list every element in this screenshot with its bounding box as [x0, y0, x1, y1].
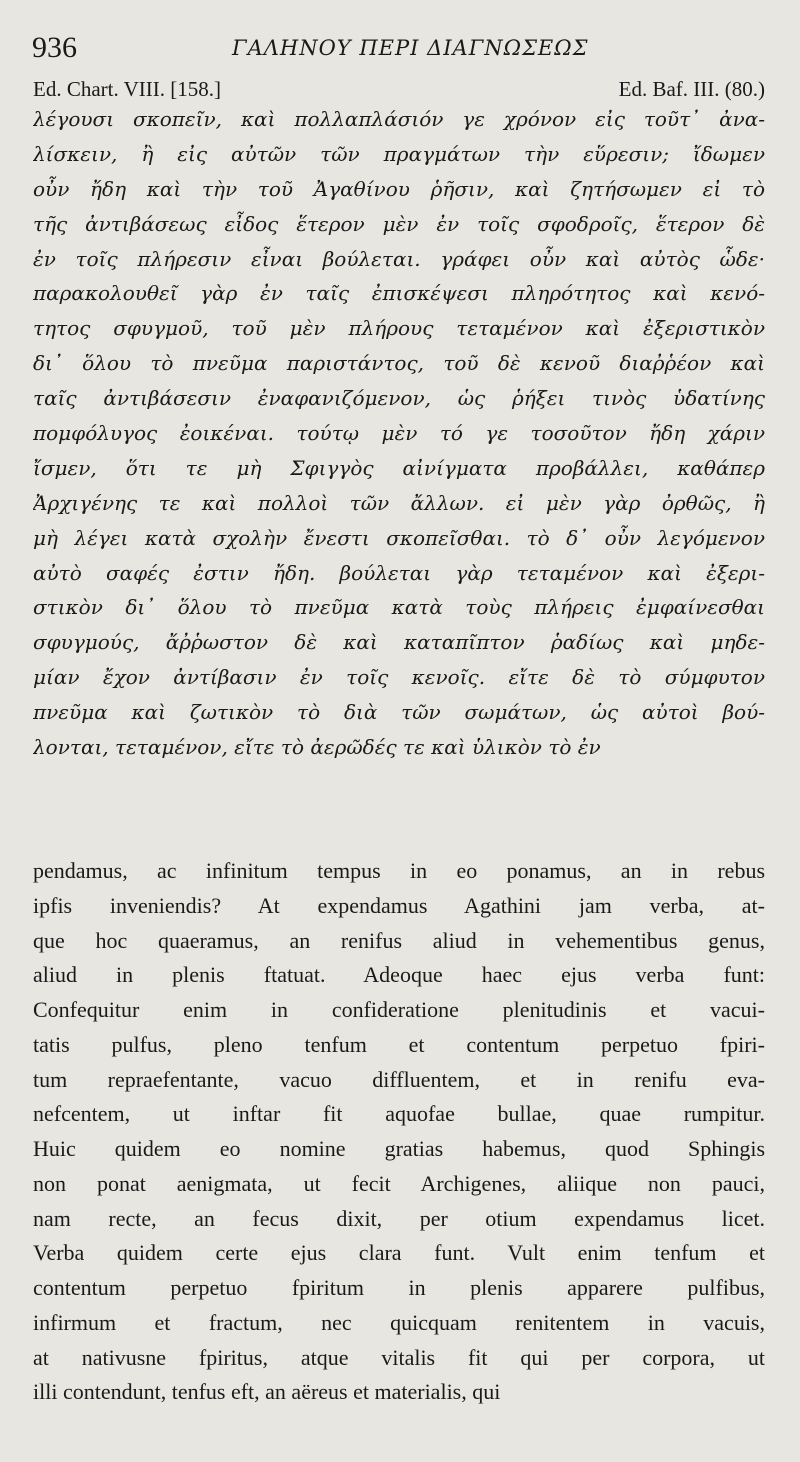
latin-text-line: aliud in plenis ftatuat. Adeoque haec ejus verba funt:	[33, 962, 765, 988]
latin-text-line: Huic quidem eo nomine gratias habemus, quod Sphingis	[33, 1136, 765, 1161]
latin-text-line: tum repraefentante, vacuo diffluentem, et in renifu eva-	[33, 1066, 765, 1092]
greek-text-line: ἐν τοῖς πλήρεσιν εἶναι βούλεται. γράφει οὖν καὶ αὐτὸς ὧδε·	[33, 246, 765, 271]
running-title: ΓΑΛΗΝΟΥ ΠΕΡΙ ΔΙΑΓΝΩΣΕΩΣ	[232, 36, 589, 60]
greek-text-line: σφυγμούς, ἄῤῥωστον δὲ καὶ καταπῖπτον ῥαδίως καὶ μηδε-	[33, 630, 765, 655]
latin-text-line: nam recte, an fecus dixit, per otium expendamus licet.	[33, 1205, 765, 1231]
latin-text-line: contentum perpetuo fpiritum in plenis apparere pulfibus,	[33, 1275, 765, 1300]
latin-text-line: illi contendunt, tenfus eft, an aëreus et materialis, qui	[33, 1379, 501, 1405]
latin-text-block	[33, 854, 765, 1410]
greek-text-line: ταῖς ἀντιβάσεσιν ἐναφανιζόμενον, ὡς ῥήξει τινὸς ὑδατίνης	[33, 386, 765, 411]
greek-text-line: λέγουσι σκοπεῖν, καὶ πολλαπλάσιόν γε χρόνον εἰς τοῦτ᾽ ἀνα-	[33, 107, 765, 131]
edition-chartier-ref: Ed. Chart. VIII. [158.]	[33, 77, 221, 101]
greek-text-line: οὖν ἤδη καὶ τὴν τοῦ Ἀγαθίνου ῥῆσιν, καὶ ζητήσωμεν εἰ τὸ	[33, 176, 765, 201]
edition-basel-ref: Ed. Baf. III. (80.)	[618, 77, 765, 101]
latin-text-line: infirmum et fractum, nec quicquam renitentem in vacuis,	[33, 1309, 765, 1335]
greek-text-line: πομφόλυγος ἐοικέναι. τούτῳ μὲν τό γε τοσοῦτον ἤδη χάριν	[33, 421, 765, 446]
edition-references	[33, 74, 765, 104]
greek-text-line: μὴ λέγει κατὰ σχολὴν ἔνεστι σκοπεῖσθαι. τὸ δ᾽ οὖν λεγόμενον	[33, 525, 765, 550]
latin-text-line: pendamus, ac infinitum tempus in eo ponamus, an in rebus	[33, 858, 765, 883]
greek-text-line: στικὸν δι᾽ ὅλου τὸ πνεῦμα κατὰ τοὺς πλήρεις ἐμφαίνεσθαι	[33, 595, 765, 620]
latin-text-line: nefcentem, ut inftar fit aquofae bullae, quae rumpitur.	[33, 1101, 765, 1127]
latin-text-line: tatis pulfus, pleno tenfum et contentum perpetuo fpiri-	[33, 1031, 765, 1057]
greek-text-line: Ἀρχιγένης τε καὶ πολλοὶ τῶν ἄλλων. εἰ μὲν γὰρ ὀρθῶς, ἢ	[33, 490, 765, 515]
greek-text-line: λίσκειν, ἢ εἰς αὐτῶν τῶν πραγμάτων τὴν εὕρεσιν; ἴδωμεν	[33, 141, 765, 166]
greek-text-line: τητος σφυγμοῦ, τοῦ μὲν πλήρους τεταμένον καὶ ἐξεριστικὸν	[33, 316, 765, 341]
page-header	[32, 28, 772, 68]
greek-text-block	[33, 102, 765, 765]
greek-text-line: τῆς ἀντιβάσεως εἶδος ἕτερον μὲν ἐν τοῖς σφοδροῖς, ἕτερον δὲ	[33, 211, 765, 236]
latin-text-line: Verba quidem certe ejus clara funt. Vult enim tenfum et	[33, 1240, 765, 1266]
greek-text-line: μίαν ἔχον ἀντίβασιν ἐν τοῖς κενοῖς. εἴτε δὲ τὸ σύμφυτον	[33, 665, 765, 690]
greek-text-line: παρακολουθεῖ γὰρ ἐν ταῖς ἐπισκέψεσι πληρότητος καὶ κενό-	[33, 281, 765, 306]
greek-text-line: αὐτὸ σαφές ἐστιν ἤδη. βούλεται γὰρ τεταμένον καὶ ἐξερι-	[33, 560, 765, 585]
greek-text-line: ἴσμεν, ὅτι τε μὴ Σφιγγὸς αἰνίγματα προβάλλει, καθάπερ	[33, 455, 765, 480]
page-number: 936	[32, 31, 77, 64]
greek-text-line: δι᾽ ὅλου τὸ πνεῦμα παριστάντος, τοῦ δὲ κενοῦ διαῤῥέον καὶ	[33, 351, 765, 376]
greek-text-line: πνεῦμα καὶ ζωτικὸν τὸ διὰ τῶν σωμάτων, ὡς αὐτοὶ βού-	[33, 700, 765, 725]
latin-text-line: que hoc quaeramus, an renifus aliud in vehementibus genus,	[33, 927, 765, 953]
latin-text-line: Confequitur enim in confideratione plenitudinis et vacui-	[33, 997, 765, 1022]
greek-text-line: λονται, τεταμένον, εἴτε τὸ ἀερῶδές τε καὶ ὑλικὸν τὸ ἐν	[33, 735, 601, 760]
latin-text-line: at nativusne fpiritus, atque vitalis fit qui per corpora, ut	[33, 1344, 765, 1370]
latin-text-line: non ponat aenigmata, ut fecit Archigenes, aliique non pauci,	[33, 1170, 765, 1196]
latin-text-line: ipfis inveniendis? At expendamus Agathini jam verba, at-	[33, 892, 765, 918]
